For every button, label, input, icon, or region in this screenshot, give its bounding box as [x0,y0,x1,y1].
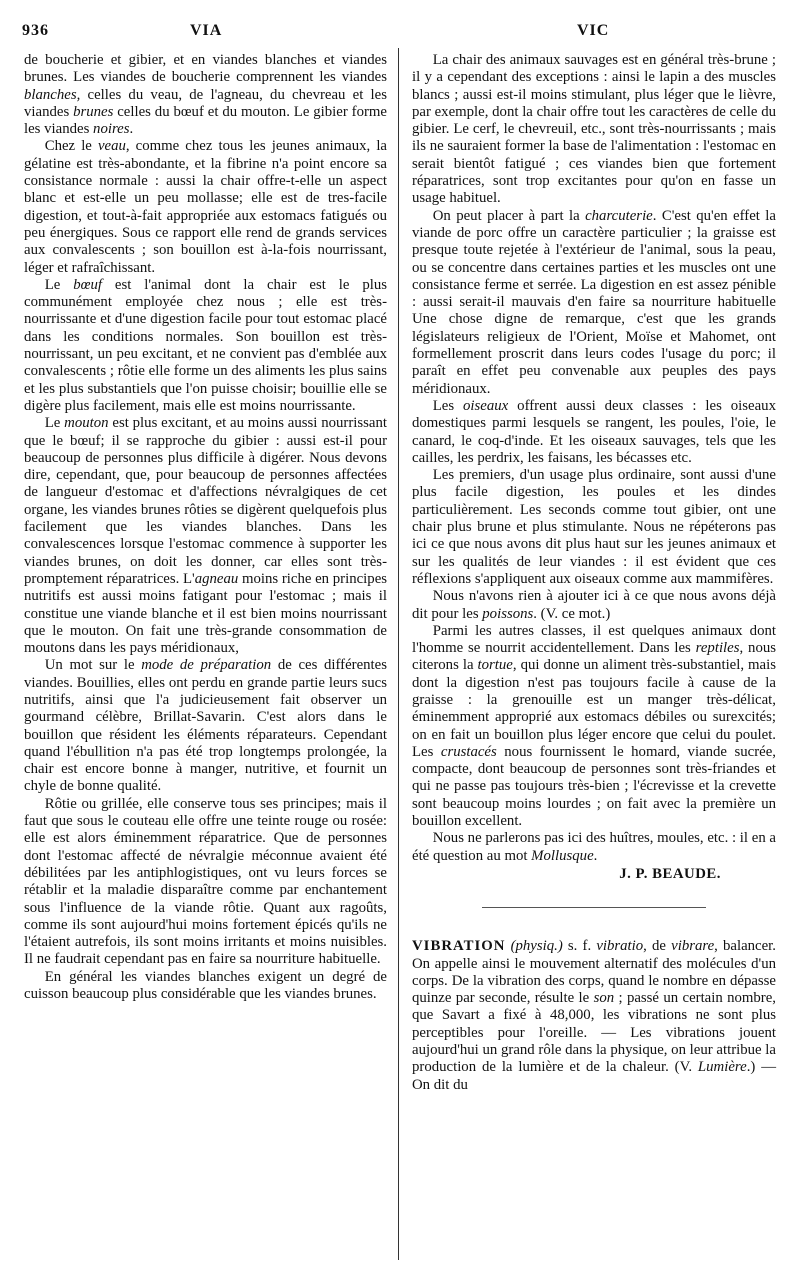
entry-latin-verb: vibrare [671,938,715,955]
body-text: . C'est qu'en effet la viande de porc offre un caractère particulier ; la graisse est presque toute rejetée à l'extérieur de l'animal, sous la peau, ou se concentre dans certaines parties et les muscles ont une consistance ferme et serrée. La digestion en est assez pénible : aussi serait-il mauvais d'en faire sa nourriture habituelle Une chose digne de remarque, c'est que les grands législateurs religieux de l'Orient, Moïse et Mahomet, ont formellement proscrit dans leurs codes l'usage du porc; il paraît en effet peu convenable aux peuples des pays méridionaux. [412,207,776,397]
body-text: La chair des animaux sauvages est en général très-brune ; il y a cependant des exceptions : ainsi le lapin a des muscles blancs ; aussi est-il moins stimulant, plus léger que le lièvre, par exemple, dont la chair offre tout les caractères de celle du gibier. Le cerf, le chevreuil, etc., sont très-nourrissants ; mais ils ne sauraient former la base de l'alimentation : l'estomac en serait bientôt fatigué ; ces viandes bien que fortement réparatrices, sont trop excitantes pour qu'on en fasse un usage habituel. [412,52,776,207]
body-text: , comme chez tous les jeunes animaux, la gélatine est très-abondante, et la fibrine n'a point encore sa consistance normale : aussi la chair offre-t-elle un aspect blanc et est-elle un peu mollasse; elle est de tres-facile digestion, et tout-à-fait appropriée aux estomacs fatigués ou peu énergiques. Sous ce rapport elle rend de grands services aux convalescents ; son bouillon est à-la-fois nourrissant, léger et rafraîchissant. [24,138,387,276]
body-text: Parmi les autres classes, il est quelques animaux dont l'homme se nourrit accidentellement. Dans les [412,622,776,657]
body-text: En général les viandes blanches exigent un degré de cuisson beaucoup plus considérable que les viandes brunes. [24,968,387,1003]
entry-text: s. f. [562,938,597,955]
emphasis-text: poissons [482,605,534,622]
paragraph [412,588,776,623]
body-text: de boucherie et gibier, et en viandes blanches et viandes brunes. Les viandes de boucherie comprennent les viandes [24,52,387,86]
body-text: offrent aussi deux classes : les oiseaux domestiques parmi lesquels se rangent, les poules, l'oie, le canard, le coq-d'inde. Et les oiseaux sauvages, tels que les cailles, les perdrix, les faisans, les bécasses etc. [412,397,776,466]
running-head-left: VIA [190,22,223,39]
entry-text: , balancer. On appelle ainsi le mouvement alternatif des molécules d'un corps. De la vibration des corps, quand le nombre en dépasse quinze par seconde, résulte le [412,938,776,1007]
paragraph [24,52,387,138]
body-text: , nous citerons la [412,640,777,674]
emphasis-text: reptiles [695,640,740,657]
body-text: On peut placer à part la [432,207,586,224]
body-text: Les [432,397,464,414]
page-number: 936 [22,22,49,39]
body-text: moins riche en principes nutritifs est aussi moins fatigant pour l'estomac ; mais il constitue une viande blanche et il est bien moins nourrissant que le mouton. On fait une très-grande consommation de moutons dans les pays méridionaux, [24,570,388,657]
right-column-paragraphs [412,52,776,865]
body-text: est l'animal dont la chair est le plus communément employée chez nous ; elle est très-nourrissante et d'une digestion facile pour tout estomac placé dans les conditions normales. Son bouillon est très-nourrissant, un peu excitant, et ne convient pas d'emblée aux convalescents ; rôtie elle forme un des aliments les plus sains et les plus substantiels que l'on puisse choisir; bouillie elle se digère plus facilement, mais elle est moins nourrissante. [24,276,387,414]
column-divider [398,48,399,1260]
entry-text: , de [643,938,672,955]
emphasis-text: blanches, [24,86,81,103]
paragraph [412,208,776,398]
entry-crossref: son [593,990,615,1007]
entry-crossref: Lumière [697,1059,747,1076]
paragraph [24,415,387,657]
emphasis-text: crustacés [440,743,497,760]
emphasis-text: mouton [64,415,109,432]
body-text: . [593,847,598,864]
emphasis-text: mode de préparation [141,657,272,674]
emphasis-text: tortue [477,657,513,674]
paragraph [24,138,387,276]
body-text: Rôtie ou grillée, elle conserve tous ses principes; mais il faut que sous le couteau elle offre une teinte rouge ou rosée: elle est alors éminemment réparatrice. Que de personnes dont l'estomac affecté de névralgie méconnue avaient été débilitées par les antiphlogistiques, ont vu leurs forces se rétablir et la maladie disparaître comme par enchantement sous l'influence de la viande rôtie. Quant aux ragoûts, comme ils sont aujourd'hui moins fortement épicés qu'ils ne l'étaient autrefois, ils sont moins irritants et moins nuisibles. Il ne faudrait cependant pas en faire sa nourriture habituelle. [24,795,387,968]
emphasis-text: agneau [194,570,239,587]
body-text: de ces différentes viandes. Bouillies, elles ont perdu en grande partie leurs sucs nutritifs, ainsi que l'a judicieusement fait observer un gourmand célèbre, Brillat-Savarin. C'est alors dans le bouillon que résident les éléments réparateurs. Cependant quand l'ébullition n'a pas été trop longtemps prolongée, la chair est encore bonne à manger, nutritive, et fournit un chyle de bonne qualité. [24,657,387,795]
body-text: . (V. ce mot.) [533,605,611,622]
body-text: Le [44,276,74,293]
body-text: Chez le [44,138,98,155]
entry-head: VIBRATION [412,938,506,955]
author-signature: J. P. BEAUDE. [619,865,721,882]
paragraph [412,623,776,831]
paragraph [24,969,387,1004]
body-text: Les premiers, d'un usage plus ordinaire, sont aussi d'une plus facile digestion, les poules et les dindes particulièrement. Les seconds comme tout gibier, ont une chair plus brune et plus stimulante. Nous ne répéterons pas ici ce que nous avons dit plus haut sur les jeunes animaux et sur les qualités de leur viandes : il est évident que ces réflexions s'appliquent aux oiseaux comme aux mammifères. [412,467,776,587]
paragraph [412,398,776,467]
paragraph [412,52,776,208]
emphasis-text: brunes [73,103,114,120]
entry-text: .) — On dit du [412,1059,776,1093]
body-text: celles du veau, de l'agneau, du chevreau et les viandes [24,86,387,120]
entry-category: (physiq.) [510,938,563,955]
paragraph [24,796,387,969]
body-text: Un mot sur le [44,657,142,674]
right-column [412,52,776,1094]
paragraph [24,277,387,415]
paragraph [24,657,387,795]
entry-latin: vibratio [596,938,644,955]
emphasis-text: noires [93,121,130,138]
left-column [24,52,387,1003]
body-text: Nous ne parlerons pas ici des huîtres, moules, etc. : il en a été question au mot [412,830,776,864]
body-text: celles du bœuf et du mouton. Le gibier forme les viandes [24,103,387,138]
entry-vibration [412,938,776,1094]
body-text: Nous n'avons rien à ajouter ici à ce que nous avons déjà dit pour les [412,588,776,622]
emphasis-text: bœuf [73,276,103,293]
entry-text: ; passé un certain nombre, que Savart a fixé à 48,000, les vibrations ne sont plus perceptibles pour l'oreille. — Les vibrations jouent aujourd'hui un grand rôle dans la physique, on leur attribue la production de la lumière et de la chaleur. (V. [412,990,777,1076]
body-text: . [129,121,134,138]
emphasis-text: charcuterie [585,207,653,224]
body-text: , qui donne un aliment très-substantiel, mais dont la digestion n'est pas toujours facile à cause de la graisse : la grenouille est un manger très-délicat, éminemment approprié aux estomacs débiles ou surexcités; on en fait un bouillon plus léger encore que celui du poulet. Les [412,657,776,760]
emphasis-text: veau [97,138,126,155]
body-text: est plus excitant, et au moins aussi nourrissant que le bœuf; il se rapproche du gibier : aussi est-il pour beaucoup de personnes plus difficile à digérer. Nous devons dire, cependant, que, pour beaucoup de personnes affectées de langueur d'estomac et d'affections névralgiques de cet organe, les viandes brunes rôties se digèrent quelquefois plus facilement que les viandes blanches. Dans les convalescences lorsque l'estomac commence à supporter les viandes brunes, on doit les donner, car elles sont très-promptement réparatrices. L' [24,415,387,587]
running-head-right: VIC [577,22,610,39]
section-separator [482,907,706,908]
body-text: nous fournissent le homard, viande sucrée, compacte, dont beaucoup de personnes sont très-friandes et qui ne passe pas toujours très-bien ; l'écrevisse et la crevette sont beaucoup moins lourdes ; on fait avec la première un bouillon excellent. [412,743,776,830]
paragraph [412,467,776,588]
paragraph [412,830,776,865]
body-text: Le [44,415,65,432]
emphasis-text: oiseaux [463,397,509,414]
emphasis-text: Mollusque [531,847,594,864]
